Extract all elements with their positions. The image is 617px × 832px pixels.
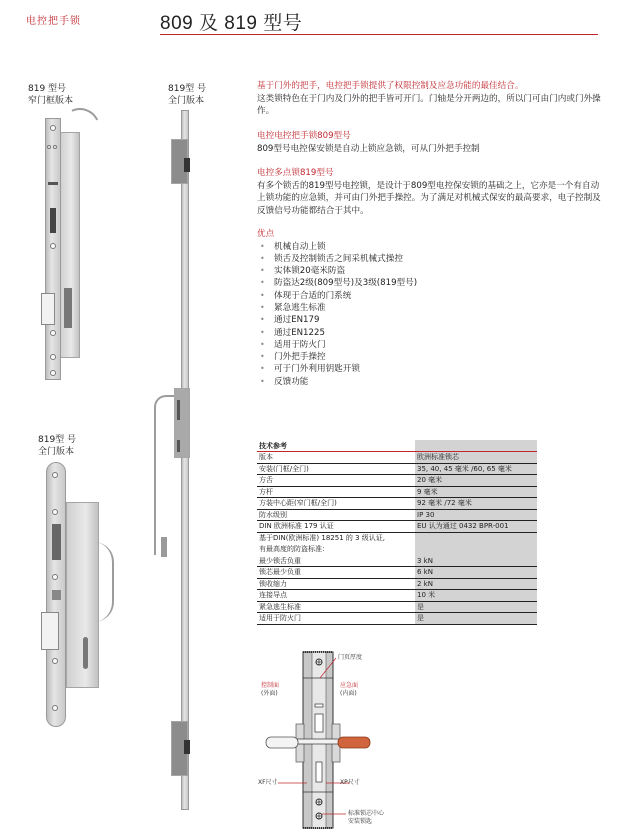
row-label: 有最高度的防盗标准： (259, 545, 329, 554)
cylinder-hole (83, 637, 88, 669)
list-item: • 适用于防火门 (257, 339, 602, 351)
row-label: DIN 欧洲标准 179 认证 (257, 521, 415, 533)
deadbolt (41, 293, 55, 325)
diagram-graphic (258, 648, 398, 830)
list-item: • 通过EN179 (257, 314, 602, 326)
row-label: 方杆 (257, 486, 415, 498)
spec-table (257, 440, 537, 625)
row-label: 锁收缩力 (257, 578, 415, 590)
advantages-section (257, 228, 602, 388)
row-value: 6 kN (415, 567, 537, 579)
screw (52, 658, 58, 664)
caption-line: 819型 号 (38, 435, 77, 445)
intro-body: 这类锁特色在于门内及门外的把手皆可开门。门轴是分开两边的，所以门可由门内或门外操作。 (257, 93, 601, 116)
row-value: 35, 40, 45 毫米 /60, 65 毫米 (415, 463, 537, 475)
page-title: 809 及 819 型号 (160, 13, 303, 34)
xp-dimension-label: XP尺寸 (340, 779, 360, 786)
cable (154, 395, 174, 555)
row-value: 20 毫米 (415, 475, 537, 487)
row-value (415, 532, 537, 544)
table-row (257, 544, 537, 556)
model-819-body: 有多个锁舌的819型号电控锁，是设计于809型电控保安锁的基础之上，它亦是一个有自动上锁功能的应急锁，并可由门外把手操控。为了满足对机械式保安的最高要求，电子控制及反馈信号功能都结合于其中。 (257, 180, 601, 216)
row-label: 方装中心距(窄门框/全门) (257, 498, 415, 510)
row-label: 连接导点 (257, 590, 415, 602)
row-value: 10 米 (415, 590, 537, 602)
row-value: 是 (415, 613, 537, 625)
intro-headline: 基于门外的把手，电控把手锁提供了权限控制及应急功能的最佳结合。 (257, 81, 524, 91)
table-row (257, 590, 537, 602)
advantages-list (257, 241, 602, 389)
list-item: • 门外把手操控 (257, 351, 602, 363)
screw (52, 509, 58, 515)
cylinder-center-label: 标准锁芯中心 (348, 810, 385, 817)
list-item: • 实体锁20毫米防盗 (257, 265, 602, 277)
list-item: • 可于门外利用钥匙开锁 (257, 363, 602, 375)
list-item: • 机械自动上锁 (257, 241, 602, 253)
control-side-sub: (外面) (261, 690, 278, 697)
row-label: 最少锁舌负重 (257, 555, 415, 567)
row-value: 92 毫米 /72 毫米 (415, 498, 537, 510)
cylinder-center-sub: 安装锁匙 (348, 818, 373, 825)
list-item: • 通过EN1225 (257, 327, 602, 339)
list-item: • 体现于合适的门系统 (257, 290, 602, 302)
door-thickness-label: 门页厚度 (338, 654, 363, 661)
screw (50, 243, 56, 249)
row-value: IP 30 (415, 509, 537, 521)
title-divider (160, 34, 598, 35)
table-row (257, 555, 537, 567)
slot (177, 440, 180, 452)
row-label: 防水级别 (257, 509, 415, 521)
list-item: • 锁舌及控制锁舌之间采机械式操控 (257, 253, 602, 265)
section-label: 电控把手锁 (26, 16, 81, 27)
table-row (257, 613, 537, 625)
hook-bolt (184, 158, 190, 172)
slot (48, 182, 58, 185)
faceplate (45, 118, 61, 380)
table-row (257, 601, 537, 613)
caption-line: 819型 号 (168, 84, 207, 94)
slot (52, 590, 61, 600)
model-809-heading: 电控电控把手锁809型号 (257, 131, 351, 141)
table-header-row (257, 440, 537, 452)
caption-line: 819 型号 (28, 84, 67, 94)
caption-line: 全门版本 (168, 96, 205, 106)
table-row (257, 567, 537, 579)
row-value: 是 (415, 601, 537, 613)
table-heading-value (415, 440, 537, 452)
multipoint-lock-image (160, 110, 200, 810)
advantages-heading: 优点 (257, 229, 275, 239)
table-row (257, 521, 537, 533)
emergency-side-label: 应急面 (340, 682, 359, 689)
table-heading: 技术参考 (257, 440, 415, 452)
list-item: • 防盗达2级(809型号)及3级(819型号) (257, 277, 602, 289)
narrow-frame-lock-image (40, 118, 90, 388)
row-label: 基于DIN(欧洲标准) 18251 的 3 级认证, (259, 534, 385, 542)
slot (177, 400, 180, 420)
screw (47, 145, 51, 149)
model-809-section (257, 130, 602, 155)
row-label: 紧急逃生标准 (257, 601, 415, 613)
cable-connector (161, 537, 167, 557)
mortise-lock-image (40, 462, 120, 732)
row-label: 方舌 (257, 475, 415, 487)
caption-narrow-frame (28, 83, 73, 107)
deadbolt (41, 612, 59, 650)
row-value: 9 毫米 (415, 486, 537, 498)
row-value: 3 kN (415, 555, 537, 567)
cylinder-hole (64, 288, 72, 328)
xf-dimension-label: XF尺寸 (258, 779, 278, 786)
screw (50, 354, 56, 360)
list-item: • 反馈功能 (257, 376, 602, 388)
list-item: • 紧急逃生标准 (257, 302, 602, 314)
model-819-section (257, 167, 602, 217)
latch-bolt (50, 208, 56, 233)
row-label: 锁芯最少负重 (257, 567, 415, 579)
intro-section (257, 80, 602, 118)
caption-line: 全门版本 (38, 447, 75, 457)
emergency-side-sub: (内面) (340, 690, 357, 697)
model-809-body: 809型号电控保安锁是自动上锁应急锁，可从门外把手控制 (257, 143, 480, 154)
latch-bolt (52, 524, 61, 560)
screw (50, 330, 56, 336)
control-side-label: 控制面 (261, 682, 280, 689)
cable (90, 542, 114, 622)
screw (52, 472, 58, 478)
row-value: EU 认为通过 0432 BPR-001 (415, 521, 537, 533)
screw (50, 370, 56, 376)
hook-bolt (184, 740, 190, 754)
table-row (257, 578, 537, 590)
row-value (415, 544, 537, 556)
caption-full-mortise (38, 434, 76, 458)
table-row (257, 463, 537, 475)
table-row (257, 452, 537, 464)
screw (52, 705, 58, 711)
table-row (257, 532, 537, 544)
screw (50, 125, 56, 131)
table-row (257, 498, 537, 510)
caption-line: 窄门框版本 (28, 96, 74, 106)
row-label: 适用于防火门 (257, 613, 415, 625)
model-819-heading: 电控多点锁819型号 (257, 168, 334, 178)
table-row (257, 486, 537, 498)
table-row (257, 475, 537, 487)
row-value: 欧洲标准锁芯 (415, 452, 537, 464)
caption-full-multipoint (168, 83, 206, 107)
faceplate-bar (181, 110, 189, 810)
lock-dimension-diagram (258, 648, 398, 830)
row-label: 版本 (257, 452, 415, 464)
table-row (257, 509, 537, 521)
row-label: 安装(门框/全门) (257, 463, 415, 475)
screw (53, 145, 57, 149)
screw (52, 574, 58, 580)
row-value: 2 kN (415, 578, 537, 590)
